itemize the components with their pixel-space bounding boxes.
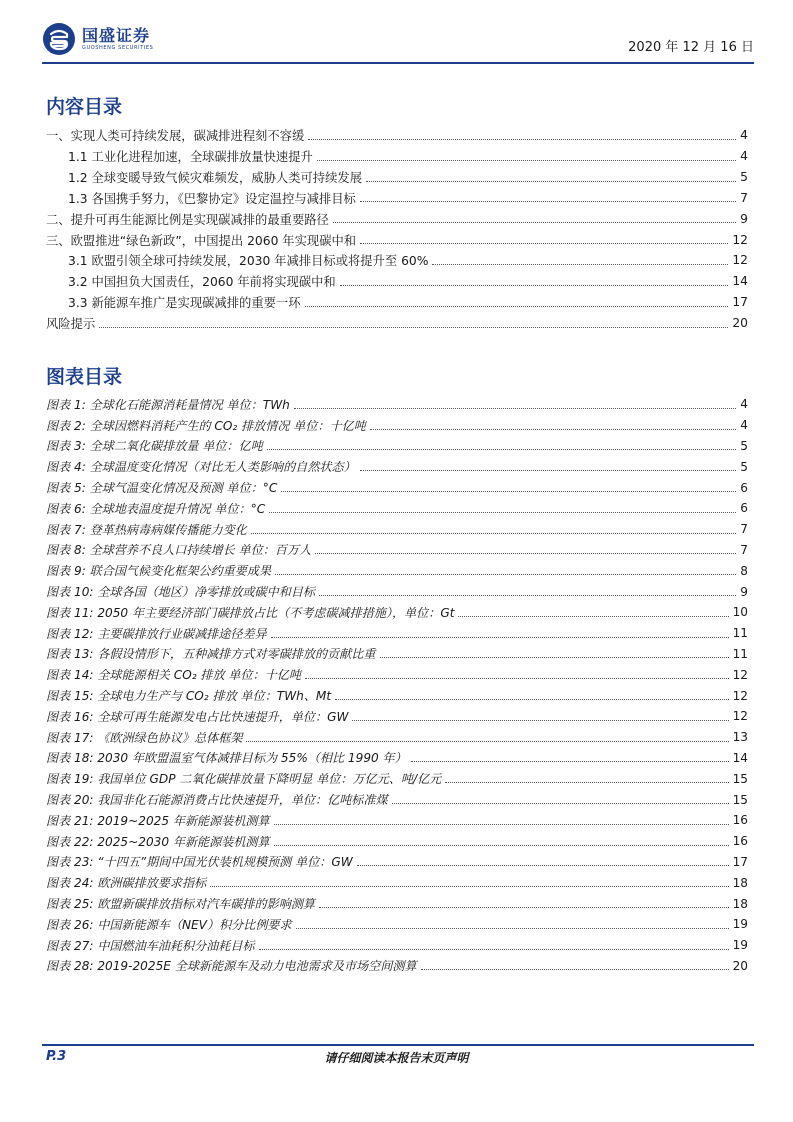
- leader-dots: [333, 222, 736, 223]
- toc-entry[interactable]: [46, 229, 748, 250]
- entry-label: 图表 18: 2030 年欧盟温室气体减排目标为 55%（相比 1990 年）: [46, 751, 407, 766]
- entry-page-number: 11: [732, 626, 748, 641]
- figure-entry[interactable]: [46, 623, 748, 644]
- entry-page-number: 12: [732, 232, 748, 247]
- entry-page-number: 12: [732, 667, 748, 682]
- entry-page-number: 16: [732, 834, 748, 849]
- entry-page-number: 16: [732, 813, 748, 828]
- entry-label: 图表 8: 全球营养不良人口持续增长 单位：百万人: [46, 543, 312, 558]
- entry-label: 图表 15: 全球电力生产与 CO₂ 排放 单位：TWh、Mt: [46, 689, 332, 704]
- leader-dots: [411, 761, 729, 762]
- figure-entry[interactable]: [46, 540, 748, 561]
- entry-label: 图表 3: 全球二氧化碳排放量 单位：亿吨: [46, 439, 263, 454]
- entry-label: 图表 27: 中国燃油车油耗积分油耗目标: [46, 938, 255, 953]
- leader-dots: [271, 637, 729, 638]
- entry-page-number: 14: [732, 750, 748, 765]
- figure-entry[interactable]: [46, 831, 748, 852]
- figures-title: 图表目录: [46, 366, 123, 388]
- figure-entry[interactable]: [46, 706, 748, 727]
- figure-entry[interactable]: [46, 644, 748, 665]
- figure-entry[interactable]: [46, 956, 748, 977]
- figure-entry[interactable]: [46, 415, 748, 436]
- entry-label: 风险提示: [46, 314, 97, 332]
- leader-dots: [259, 949, 729, 950]
- entry-page-number: 9: [740, 584, 748, 599]
- entry-label: 图表 20: 我国非化石能源消费占比快速提升，单位：亿吨标准煤: [46, 793, 388, 808]
- figure-entry[interactable]: [46, 852, 748, 873]
- entry-label: 3.1 欧盟引领全球可持续发展，2030 年减排目标或将提升至 60%: [68, 251, 430, 269]
- leader-dots: [458, 616, 728, 617]
- entry-label: 1.2 全球变暖导致气候灾难频发，威胁人类可持续发展: [68, 168, 364, 186]
- entry-label: 图表 11: 2050 年主要经济部门碳排放占比（不考虑碳减排措施），单位：Gt: [46, 605, 455, 620]
- entry-label: 1.1 工业化进程加速，全球碳排放量快速提升: [68, 147, 315, 165]
- entry-label: 图表 26: 中国新能源车（NEV）积分比例要求: [46, 917, 292, 932]
- entry-label: 图表 10: 全球各国（地区）净零排放或碳中和目标: [46, 585, 316, 600]
- page-header: [42, 22, 754, 58]
- entry-page-number: 5: [740, 438, 748, 453]
- entry-page-number: 7: [740, 190, 748, 205]
- leader-dots: [294, 408, 736, 409]
- leader-dots: [99, 327, 728, 328]
- leader-dots: [317, 160, 736, 161]
- entry-label: 三、欧盟推进“绿色新政”，中国提出 2060 年实现碳中和: [46, 231, 358, 249]
- leader-dots: [357, 865, 729, 866]
- figure-entry[interactable]: [46, 456, 748, 477]
- figure-entry[interactable]: [46, 914, 748, 935]
- entry-label: 图表 9: 联合国气候变化框架公约重要成果: [46, 564, 272, 579]
- entry-page-number: 6: [740, 480, 748, 495]
- entry-label: 图表 5: 全球气温变化情况及预测 单位：°C: [46, 481, 278, 496]
- entry-page-number: 12: [732, 253, 748, 268]
- toc-entry[interactable]: [46, 292, 748, 313]
- entry-label: 图表 22: 2025~2030 年新能源装机测算: [46, 834, 270, 849]
- entry-page-number: 4: [740, 397, 748, 412]
- entry-label: 图表 14: 全球能源相关 CO₂ 排放 单位：十亿吨: [46, 668, 301, 683]
- figure-entry[interactable]: [46, 685, 748, 706]
- figure-entry[interactable]: [46, 872, 748, 893]
- leader-dots: [421, 969, 729, 970]
- toc-entry[interactable]: [46, 250, 748, 271]
- figure-entry[interactable]: [46, 560, 748, 581]
- entry-page-number: 20: [732, 958, 748, 973]
- figure-entry[interactable]: [46, 810, 748, 831]
- entry-label: 1.3 各国携手努力，《巴黎协定》设定温控与减排目标: [68, 189, 358, 207]
- figure-entry[interactable]: [46, 581, 748, 602]
- entry-page-number: 15: [732, 771, 748, 786]
- entry-page-number: 12: [732, 709, 748, 724]
- leader-dots: [340, 285, 729, 286]
- entry-page-number: 8: [740, 563, 748, 578]
- figure-entry[interactable]: [46, 498, 748, 519]
- figure-entry[interactable]: [46, 768, 748, 789]
- toc-title: 内容目录: [46, 96, 123, 118]
- leader-dots: [319, 907, 729, 908]
- toc-entry[interactable]: [46, 125, 748, 146]
- leader-dots: [296, 928, 729, 929]
- leader-dots: [319, 595, 736, 596]
- entry-label: 图表 25: 欧盟新碳排放指标对汽车碳排的影响测算: [46, 897, 316, 912]
- leader-dots: [210, 886, 728, 887]
- entry-label: 一、实现人类可持续发展，碳减排进程刻不容缓: [46, 126, 306, 144]
- leader-dots: [274, 845, 729, 846]
- figure-entry[interactable]: [46, 727, 748, 748]
- toc-entry[interactable]: [46, 146, 748, 167]
- figure-entry[interactable]: [46, 748, 748, 769]
- entry-page-number: 17: [732, 295, 748, 310]
- entry-page-number: 11: [732, 646, 748, 661]
- entry-label: 图表 1: 全球化石能源消耗量情况 单位：TWh: [46, 397, 290, 412]
- leader-dots: [308, 139, 736, 140]
- figure-entry[interactable]: [46, 519, 748, 540]
- leader-dots: [267, 449, 736, 450]
- list-of-figures: [46, 394, 748, 976]
- leader-dots: [360, 470, 737, 471]
- entry-page-number: 13: [732, 730, 748, 745]
- entry-label: 3.3 新能源车推广是实现碳减排的重要一环: [68, 293, 303, 311]
- leader-dots: [366, 181, 736, 182]
- toc-entry[interactable]: [46, 271, 748, 292]
- table-of-contents: [46, 125, 748, 333]
- leader-dots: [380, 657, 729, 658]
- entry-label: 图表 28: 2019-2025E 全球新能源车及动力电池需求及市场空间测算: [46, 959, 417, 974]
- leader-dots: [274, 824, 729, 825]
- brand-name: 国盛证券: [82, 25, 151, 45]
- entry-page-number: 4: [740, 418, 748, 433]
- entry-page-number: 18: [732, 896, 748, 911]
- entry-label: 图表 24: 欧洲碳排放要求指标: [46, 876, 207, 891]
- entry-label: 图表 7: 登革热病毒病媒传播能力变化: [46, 522, 247, 537]
- entry-page-number: 5: [740, 170, 748, 185]
- figure-entry[interactable]: [46, 477, 748, 498]
- leader-dots: [360, 243, 728, 244]
- figure-entry[interactable]: [46, 789, 748, 810]
- entry-page-number: 18: [732, 875, 748, 890]
- figure-entry[interactable]: [46, 664, 748, 685]
- entry-label: 图表 17: 《欧洲绿色协议》总体框架: [46, 730, 243, 745]
- leader-dots: [251, 533, 736, 534]
- toc-entry[interactable]: [46, 188, 748, 209]
- entry-page-number: 7: [740, 522, 748, 537]
- figure-entry[interactable]: [46, 394, 748, 415]
- leader-dots: [335, 699, 729, 700]
- leader-dots: [370, 429, 736, 430]
- leader-dots: [432, 264, 728, 265]
- entry-label: 图表 2: 全球因燃料消耗产生的 CO₂ 排放情况 单位：十亿吨: [46, 418, 366, 433]
- header-divider: [42, 62, 754, 64]
- page-number: P.3: [46, 1049, 67, 1064]
- leader-dots: [246, 741, 728, 742]
- entry-page-number: 15: [732, 792, 748, 807]
- entry-label: 二、提升可再生能源比例是实现碳减排的最重要路径: [46, 210, 331, 228]
- toc-entry[interactable]: [46, 167, 748, 188]
- brand-logo: [42, 22, 153, 56]
- leader-dots: [392, 803, 729, 804]
- toc-entry[interactable]: [46, 313, 748, 334]
- brand-name-en: GUOSHENG SECURITIES: [82, 44, 154, 51]
- entry-label: 图表 4: 全球温度变化情况（对比无人类影响的自然状态）: [46, 460, 356, 475]
- entry-page-number: 4: [740, 149, 748, 164]
- figure-entry[interactable]: [46, 436, 748, 457]
- leader-dots: [315, 553, 736, 554]
- leader-dots: [360, 201, 736, 202]
- report-date: 2020 年 12 月 16 日: [628, 40, 754, 55]
- entry-page-number: 4: [740, 128, 748, 143]
- entry-page-number: 17: [732, 854, 748, 869]
- figure-entry[interactable]: [46, 602, 748, 623]
- leader-dots: [281, 491, 736, 492]
- figure-entry[interactable]: [46, 935, 748, 956]
- entry-label: 图表 16: 全球可再生能源发电占比快速提升，单位：GW: [46, 709, 349, 724]
- entry-label: 图表 21: 2019~2025 年新能源装机测算: [46, 813, 270, 828]
- entry-label: 图表 23: “十四五”期间中国光伏装机规模预测 单位：GW: [46, 855, 353, 870]
- leader-dots: [275, 574, 736, 575]
- leader-dots: [352, 720, 728, 721]
- entry-page-number: 19: [732, 917, 748, 932]
- footer-disclaimer: 请仔细阅读本报告末页声明: [324, 1051, 469, 1065]
- entry-page-number: 20: [732, 316, 748, 331]
- figure-entry[interactable]: [46, 893, 748, 914]
- footer-divider: [42, 1044, 754, 1046]
- leader-dots: [305, 678, 729, 679]
- entry-page-number: 9: [740, 211, 748, 226]
- logo-icon: [42, 22, 76, 56]
- entry-page-number: 7: [740, 542, 748, 557]
- entry-label: 图表 12: 主要碳排放行业碳减排途径差异: [46, 626, 267, 641]
- entry-page-number: 5: [740, 459, 748, 474]
- entry-page-number: 12: [732, 688, 748, 703]
- entry-page-number: 6: [740, 501, 748, 516]
- leader-dots: [269, 512, 736, 513]
- entry-label: 图表 6: 全球地表温度提升情况 单位：°C: [46, 501, 266, 516]
- entry-page-number: 14: [732, 274, 748, 289]
- leader-dots: [305, 306, 729, 307]
- leader-dots: [445, 782, 728, 783]
- entry-page-number: 19: [732, 938, 748, 953]
- entry-label: 图表 13: 各假设情形下，五种减排方式对零碳排放的贡献比重: [46, 647, 376, 662]
- toc-entry[interactable]: [46, 208, 748, 229]
- entry-label: 3.2 中国担负大国责任，2060 年前将实现碳中和: [68, 272, 338, 290]
- entry-label: 图表 19: 我国单位 GDP 二氧化碳排放量下降明显 单位：万亿元、吨/亿元: [46, 772, 442, 787]
- entry-page-number: 10: [732, 605, 748, 620]
